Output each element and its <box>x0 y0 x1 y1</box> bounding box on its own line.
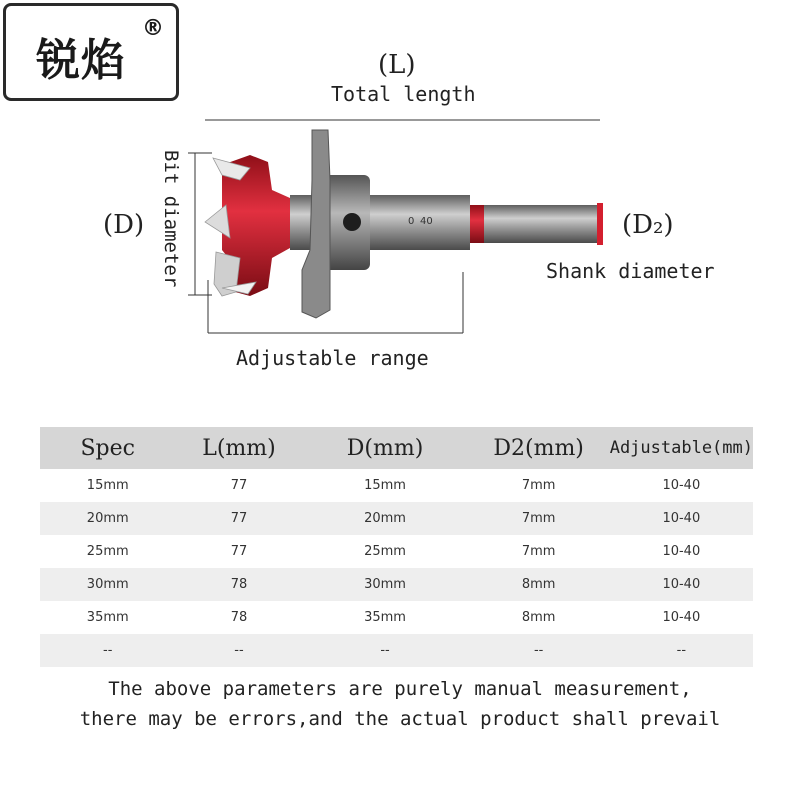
registered-mark: ® <box>142 16 164 41</box>
adjustable-range-label: Adjustable range <box>236 346 429 370</box>
header-adjustable: Adjustable(mm) <box>610 427 753 469</box>
cell-length: 77 <box>230 478 248 493</box>
bit-diameter-symbol: (D) <box>103 210 145 240</box>
spec-table <box>40 427 753 667</box>
cell-spec: 20mm <box>40 502 175 535</box>
cell-shank: 8mm <box>521 610 556 625</box>
cell-shank: 8mm <box>468 568 610 601</box>
header-diameter: D(mm) <box>303 427 468 469</box>
shank <box>470 205 600 243</box>
cell-diameter: 35mm <box>364 610 406 625</box>
cell-adjustable: 10-40 <box>662 544 701 559</box>
total-length-symbol: (L) <box>378 50 416 80</box>
table-header-row <box>40 427 753 469</box>
svg-text:0: 0 <box>408 216 415 227</box>
cell-spec: 35mm <box>86 610 129 625</box>
cell-adjustable: -- <box>610 634 753 667</box>
cell-length: 77 <box>175 502 302 535</box>
cell-shank: -- <box>468 634 610 667</box>
cell-diameter: 25mm <box>364 544 406 559</box>
cell-adjustable: 10-40 <box>662 478 701 493</box>
table-row <box>40 535 753 568</box>
cell-diameter: -- <box>303 634 468 667</box>
cell-adjustable: 10-40 <box>610 568 753 601</box>
shank-end-band <box>597 203 603 245</box>
disclaimer-line-1: The above parameters are purely manual measurement, <box>108 678 692 700</box>
table-row <box>40 469 753 502</box>
cell-diameter: 15mm <box>364 478 406 493</box>
brand-name: 锐焰 <box>36 35 126 86</box>
table-row <box>40 601 753 634</box>
disclaimer-line-2: there may be errors,and the actual product shall prevail <box>79 708 721 730</box>
cell-diameter: 30mm <box>303 568 468 601</box>
total-length-label: Total length <box>331 82 476 106</box>
bit-diameter-label: Bit diameter <box>160 150 182 288</box>
cell-spec: -- <box>40 634 175 667</box>
cell-length: 78 <box>230 610 248 625</box>
cell-shank: 7mm <box>521 478 556 493</box>
table-row <box>40 634 753 667</box>
cell-diameter: 20mm <box>303 502 468 535</box>
cell-adjustable: 10-40 <box>662 610 701 625</box>
header-length: L(mm) <box>175 427 302 469</box>
cell-length: 77 <box>230 544 248 559</box>
cell-length: 78 <box>175 568 302 601</box>
scale-mark: 40 <box>420 216 433 227</box>
cell-spec: 25mm <box>86 544 129 559</box>
shank-diameter-symbol: (D₂) <box>622 210 674 240</box>
shank-diameter-label: Shank diameter <box>546 259 715 283</box>
cell-adjustable: 10-40 <box>610 502 753 535</box>
cell-spec: 30mm <box>40 568 175 601</box>
carbide-tip-mid <box>205 205 230 238</box>
cell-shank: 7mm <box>468 502 610 535</box>
table-row <box>40 568 753 601</box>
cell-length: -- <box>175 634 302 667</box>
cell-shank: 7mm <box>521 544 556 559</box>
table-row <box>40 502 753 535</box>
header-spec: Spec <box>40 427 175 469</box>
header-shank: D2(mm) <box>468 427 610 469</box>
set-screw <box>343 213 361 231</box>
cell-spec: 15mm <box>86 478 129 493</box>
